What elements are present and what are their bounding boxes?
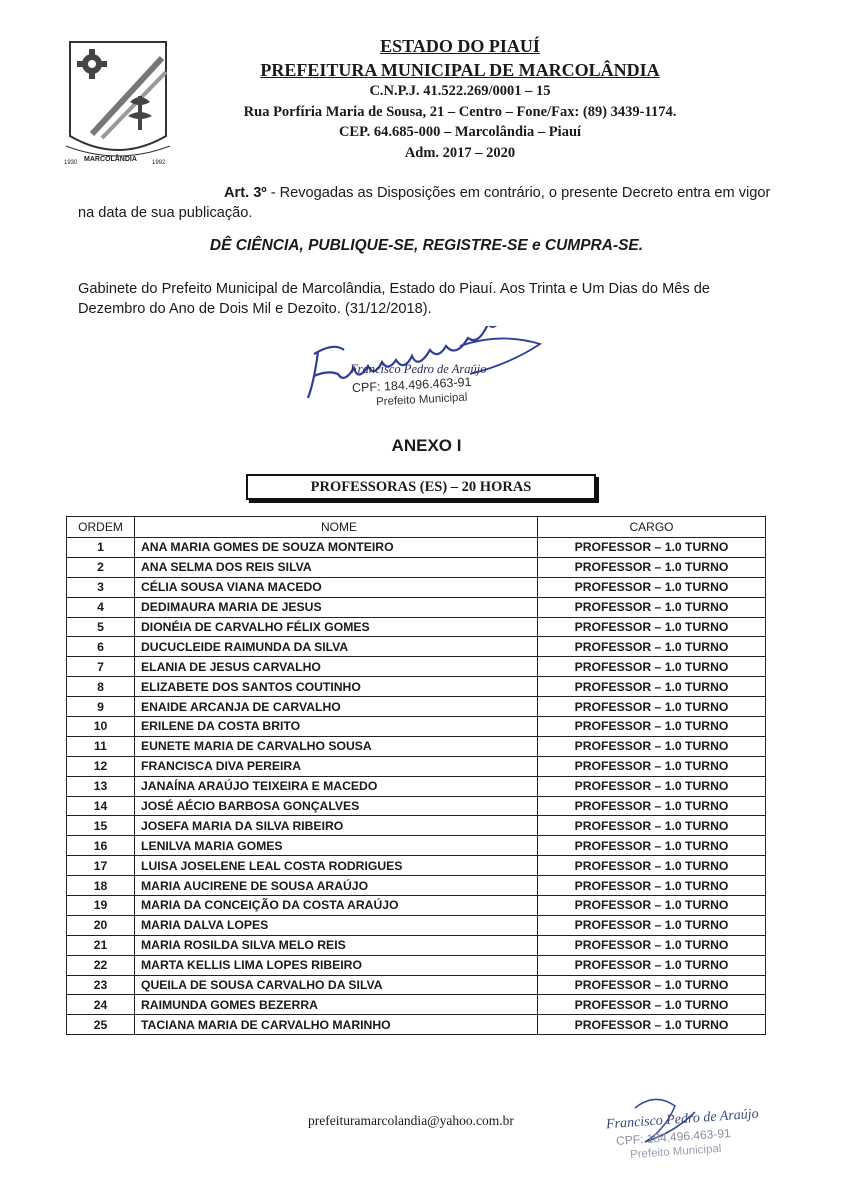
footer-stamp-name: Francisco Pedro de Araújo: [605, 1106, 760, 1133]
cnpj-line: C.N.P.J. 41.522.269/0001 – 15: [369, 83, 551, 99]
signatory-cpf: CPF: 184.496.463-91: [351, 374, 472, 396]
row-cargo: PROFESSOR – 1.0 TURNO: [538, 776, 766, 796]
row-nome: MARIA AUCIRENE DE SOUSA ARAÚJO: [135, 876, 538, 896]
row-ordem: 6: [67, 637, 135, 657]
column-header-ordem: ORDEM: [67, 517, 135, 538]
footer-stamp-role: Prefeito Municipal: [629, 1142, 722, 1162]
row-nome: EUNETE MARIA DE CARVALHO SOUSA: [135, 736, 538, 756]
publication-order: DÊ CIÊNCIA, PUBLIQUE-SE, REGISTRE-SE e CUMPRA-SE.: [209, 237, 644, 254]
administration-line: Adm. 2017 – 2020: [404, 145, 516, 161]
signatory-name: Francisco Pedro de Araújo: [350, 362, 487, 376]
table-row: [67, 756, 766, 776]
row-cargo: PROFESSOR – 1.0 TURNO: [538, 717, 766, 737]
table-row: [67, 856, 766, 876]
row-ordem: 10: [67, 717, 135, 737]
table-row: [67, 736, 766, 756]
state-title: ESTADO DO PIAUÍ: [380, 36, 540, 56]
gabinete-paragraph: Gabinete do Prefeito Municipal de Marcolândia, Estado do Piauí. Aos Trinta e Um Dias do Mês de Dezembro do Ano de Dois Mil e Dezoito. (31/12/2018).: [78, 281, 710, 317]
row-cargo: PROFESSOR – 1.0 TURNO: [538, 637, 766, 657]
row-nome: JANAÍNA ARAÚJO TEIXEIRA E MACEDO: [135, 776, 538, 796]
footer-email: prefeituramarcolandia@yahoo.com.br: [308, 1113, 514, 1128]
row-cargo: PROFESSOR – 1.0 TURNO: [538, 538, 766, 558]
logo-year-left: 1930: [64, 160, 78, 166]
row-nome: ERILENE DA COSTA BRITO: [135, 717, 538, 737]
row-cargo: PROFESSOR – 1.0 TURNO: [538, 796, 766, 816]
row-cargo: PROFESSOR – 1.0 TURNO: [538, 1015, 766, 1035]
row-nome: ENAIDE ARCANJA DE CARVALHO: [135, 697, 538, 717]
annex-title: ANEXO I: [391, 436, 462, 455]
row-ordem: 7: [67, 657, 135, 677]
annex-box-title: PROFESSORAS (ES) – 20 HORAS: [246, 474, 596, 500]
row-ordem: 21: [67, 935, 135, 955]
row-cargo: PROFESSOR – 1.0 TURNO: [538, 597, 766, 617]
row-nome: JOSÉ AÉCIO BARBOSA GONÇALVES: [135, 796, 538, 816]
row-ordem: 16: [67, 836, 135, 856]
row-cargo: PROFESSOR – 1.0 TURNO: [538, 836, 766, 856]
row-nome: TACIANA MARIA DE CARVALHO MARINHO: [135, 1015, 538, 1035]
row-ordem: 15: [67, 816, 135, 836]
table-row: [67, 995, 766, 1015]
column-header-nome: NOME: [135, 517, 538, 538]
row-ordem: 25: [67, 1015, 135, 1035]
row-nome: JOSEFA MARIA DA SILVA RIBEIRO: [135, 816, 538, 836]
table-row: [67, 915, 766, 935]
row-nome: RAIMUNDA GOMES BEZERRA: [135, 995, 538, 1015]
table-row: [67, 955, 766, 975]
row-nome: MARTA KELLIS LIMA LOPES RIBEIRO: [135, 955, 538, 975]
row-ordem: 1: [67, 538, 135, 558]
row-nome: FRANCISCA DIVA PEREIRA: [135, 756, 538, 776]
row-ordem: 18: [67, 876, 135, 896]
table-row: [67, 697, 766, 717]
row-ordem: 9: [67, 697, 135, 717]
row-nome: MARIA DA CONCEIÇÃO DA COSTA ARAÚJO: [135, 896, 538, 916]
row-ordem: 20: [67, 915, 135, 935]
logo-year-right: 1992: [152, 160, 166, 166]
row-cargo: PROFESSOR – 1.0 TURNO: [538, 896, 766, 916]
row-cargo: PROFESSOR – 1.0 TURNO: [538, 617, 766, 637]
row-ordem: 3: [67, 577, 135, 597]
row-ordem: 14: [67, 796, 135, 816]
row-nome: ANA MARIA GOMES DE SOUZA MONTEIRO: [135, 538, 538, 558]
row-ordem: 19: [67, 896, 135, 916]
row-cargo: PROFESSOR – 1.0 TURNO: [538, 557, 766, 577]
cactus-icon: [128, 96, 152, 130]
table-row: [67, 876, 766, 896]
row-ordem: 11: [67, 736, 135, 756]
row-ordem: 2: [67, 557, 135, 577]
row-ordem: 17: [67, 856, 135, 876]
row-cargo: PROFESSOR – 1.0 TURNO: [538, 995, 766, 1015]
teachers-table: [66, 516, 766, 1035]
table-row: [67, 717, 766, 737]
row-nome: CÉLIA SOUSA VIANA MACEDO: [135, 577, 538, 597]
table-row: [67, 975, 766, 995]
row-nome: LUISA JOSELENE LEAL COSTA RODRIGUES: [135, 856, 538, 876]
row-nome: DIONÉIA DE CARVALHO FÉLIX GOMES: [135, 617, 538, 637]
table-row: [67, 577, 766, 597]
article-paragraph: [78, 183, 778, 223]
row-nome: MARIA DALVA LOPES: [135, 915, 538, 935]
row-cargo: PROFESSOR – 1.0 TURNO: [538, 816, 766, 836]
row-cargo: PROFESSOR – 1.0 TURNO: [538, 697, 766, 717]
row-cargo: PROFESSOR – 1.0 TURNO: [538, 955, 766, 975]
table-row: [67, 538, 766, 558]
table-row: [67, 796, 766, 816]
row-nome: QUEILA DE SOUSA CARVALHO DA SILVA: [135, 975, 538, 995]
table-row: [67, 776, 766, 796]
row-ordem: 24: [67, 995, 135, 1015]
row-nome: ELIZABETE DOS SANTOS COUTINHO: [135, 677, 538, 697]
table-row: [67, 816, 766, 836]
row-cargo: PROFESSOR – 1.0 TURNO: [538, 856, 766, 876]
gear-icon: [77, 49, 107, 79]
table-row: [67, 1015, 766, 1035]
table-row: [67, 637, 766, 657]
prefecture-title: PREFEITURA MUNICIPAL DE MARCOLÂNDIA: [260, 60, 660, 80]
table-header-row: [67, 517, 766, 538]
row-cargo: PROFESSOR – 1.0 TURNO: [538, 876, 766, 896]
table-row: [67, 557, 766, 577]
row-nome: DEDIMAURA MARIA DE JESUS: [135, 597, 538, 617]
table-row: [67, 617, 766, 637]
row-nome: ELANIA DE JESUS CARVALHO: [135, 657, 538, 677]
table-row: [67, 896, 766, 916]
row-cargo: PROFESSOR – 1.0 TURNO: [538, 657, 766, 677]
row-ordem: 22: [67, 955, 135, 975]
row-cargo: PROFESSOR – 1.0 TURNO: [538, 756, 766, 776]
row-ordem: 4: [67, 597, 135, 617]
row-cargo: PROFESSOR – 1.0 TURNO: [538, 975, 766, 995]
row-ordem: 13: [67, 776, 135, 796]
row-cargo: PROFESSOR – 1.0 TURNO: [538, 577, 766, 597]
row-nome: DUCUCLEIDE RAIMUNDA DA SILVA: [135, 637, 538, 657]
table-row: [67, 677, 766, 697]
row-ordem: 23: [67, 975, 135, 995]
row-cargo: PROFESSOR – 1.0 TURNO: [538, 736, 766, 756]
row-cargo: PROFESSOR – 1.0 TURNO: [538, 915, 766, 935]
table-row: [67, 935, 766, 955]
article-label: Art. 3º: [224, 185, 267, 201]
address-line: Rua Porfíria Maria de Sousa, 21 – Centro – Fone/Fax: (89) 3439-1174.: [243, 104, 677, 120]
table-row: [67, 657, 766, 677]
table-row: [67, 836, 766, 856]
row-ordem: 12: [67, 756, 135, 776]
signatory-role: Prefeito Municipal: [375, 391, 468, 409]
column-header-cargo: CARGO: [538, 517, 766, 538]
article-text: - Revogadas as Disposições em contrário, o presente Decreto entra em vigor na data de sua publicação.: [78, 185, 771, 221]
row-ordem: 5: [67, 617, 135, 637]
row-cargo: PROFESSOR – 1.0 TURNO: [538, 677, 766, 697]
cep-line: CEP. 64.685-000 – Marcolândia – Piauí: [338, 124, 582, 140]
table-row: [67, 597, 766, 617]
row-nome: ANA SELMA DOS REIS SILVA: [135, 557, 538, 577]
row-ordem: 8: [67, 677, 135, 697]
row-cargo: PROFESSOR – 1.0 TURNO: [538, 935, 766, 955]
row-nome: LENILVA MARIA GOMES: [135, 836, 538, 856]
footer-stamp-cpf: CPF: 184.496.463-91: [615, 1126, 732, 1148]
logo-label: MARCOLÂNDIA: [84, 156, 137, 163]
row-nome: MARIA ROSILDA SILVA MELO REIS: [135, 935, 538, 955]
